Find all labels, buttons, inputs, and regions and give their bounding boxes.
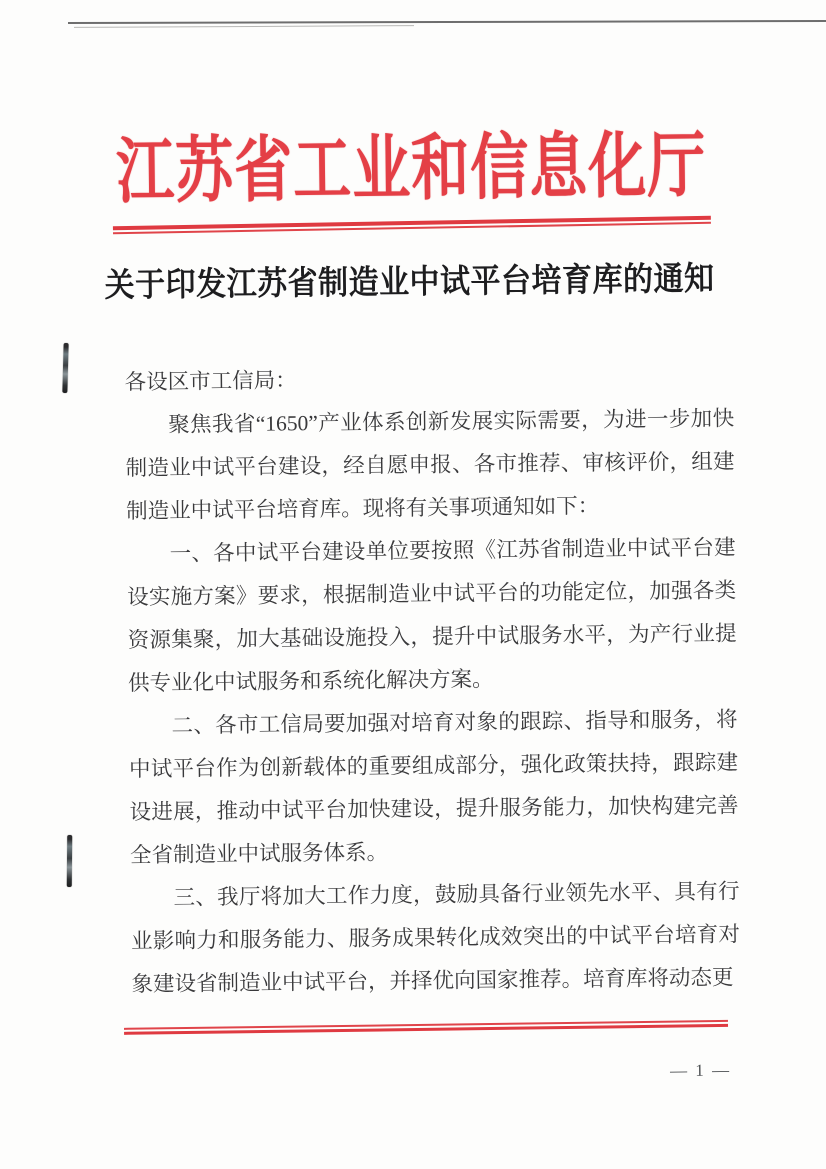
staple-mark-bottom (67, 835, 72, 887)
body-paragraph: 聚焦我省“1650”产业体系创新发展实际需要，为进一步加快制造业中试平台建设，经自愿申报、各市推荐、审核评价，组建制造业中试平台培育库。现将有关事项通知如下： (125, 406, 735, 524)
footer-divider (124, 1020, 728, 1035)
body-paragraph: 三、我厅将加大工作力度，鼓励具备行业领先水平、具有行业影响力和服务能力、服务成果转化成效突出的中试平台培育对象建设省制造业中试平台，并择优向国家推荐。培育库将动态更 (130, 879, 741, 997)
letterhead (112, 113, 711, 212)
document-title: 关于印发江苏省制造业中试平台培育库的通知 (104, 260, 715, 305)
letterhead-divider (113, 216, 711, 234)
document-body (124, 354, 740, 1006)
body-paragraph: 二、各市工信局要加强对培育对象的跟踪、指导和服务，将中试平台作为创新载体的重要组成部分，强化政策扶持，跟踪建设进展，推动中试平台加快建设，提升服务能力，加快构建完善全省制造业中试服务体系。 (128, 707, 739, 868)
salutation: 各设区市工信局： (124, 368, 297, 395)
letterhead-agency-name: 江苏省工业和信息化厅 (115, 125, 707, 213)
page-number: — 1 — (669, 1060, 732, 1081)
body-paragraph: 一、各中试平台建设单位要按照《江苏省制造业中试平台建设实施方案》要求，根据制造业中试平台的功能定位，加强各类资源集聚，加大基础设施投入，提升中试服务水平，为产行业提供专业化中试服务和系统化解决方案。 (126, 535, 737, 696)
